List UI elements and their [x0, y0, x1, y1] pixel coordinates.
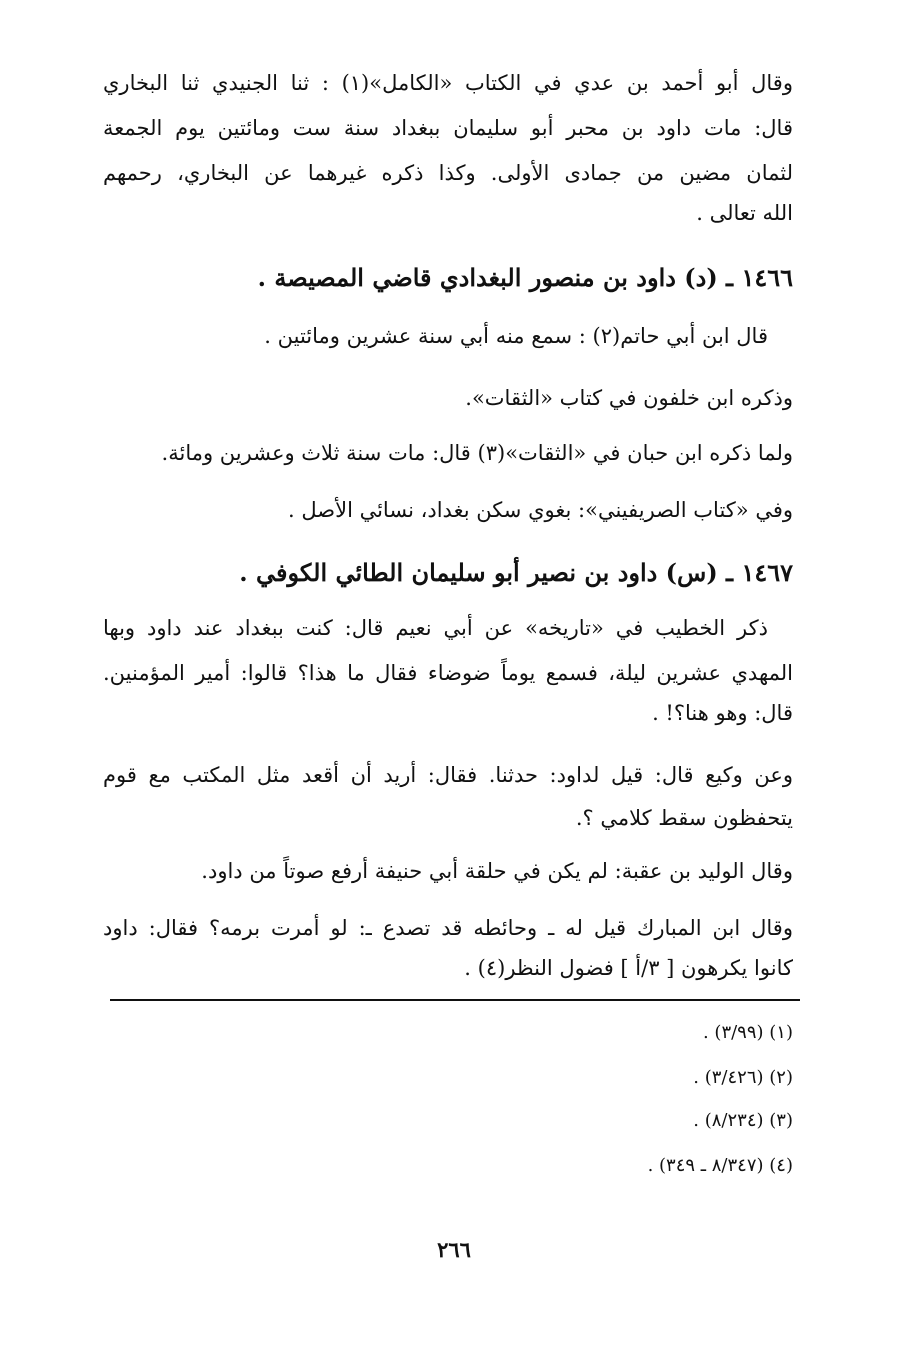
entry-heading-1467: ١٤٦٧ ـ (س) داود بن نصير أبو سليمان الطائي الكوفي . — [239, 558, 793, 587]
text-line: وقال أبو أحمد بن عدي في الكتاب «الكامل»(١) : ثنا الجنيدي ثنا البخاري — [103, 71, 793, 95]
entry-heading-1466: ١٤٦٦ ـ (د) داود بن منصور البغدادي قاضي المصيصة . — [257, 263, 793, 292]
footnote: (٤) (٨/٣٤٧ ـ ٣٤٩) . — [647, 1155, 793, 1176]
footnote: (٢) (٣/٤٢٦) . — [693, 1067, 793, 1088]
page-number: ٢٦٦ — [437, 1237, 471, 1262]
text-line: لثمان مضين من جمادى الأولى. وكذا ذكره غيرهما عن البخاري، رحمهم — [103, 161, 793, 185]
text-line: قال: وهو هنا؟! . — [652, 701, 793, 725]
paragraph: قال ابن أبي حاتم(٢) : سمع منه أبي سنة عشرين ومائتين . — [264, 324, 768, 348]
paragraph: وذكره ابن خلفون في كتاب «الثقات». — [465, 386, 793, 410]
paragraph: وفي «كتاب الصريفيني»: بغوي سكن بغداد، نسائي الأصل . — [288, 498, 793, 522]
text-line: وعن وكيع قال: قيل لداود: حدثنا. فقال: أريد أن أقعد مثل المكتب مع قوم — [103, 763, 793, 787]
text-line: المهدي عشرين ليلة، فسمع يوماً ضوضاء فقال ما هذا؟ قالوا: أمير المؤمنين. — [103, 661, 793, 685]
paragraph: وقال الوليد بن عقبة: لم يكن في حلقة أبي حنيفة أرفع صوتاً من داود. — [201, 859, 793, 883]
text-line: يتحفظون سقط كلامي ؟. — [575, 806, 793, 830]
text-line: ذكر الخطيب في «تاريخه» عن أبي نعيم قال: كنت ببغداد عند داود وبها — [103, 616, 768, 640]
paragraph: ولما ذكره ابن حبان في «الثقات»(٣) قال: مات سنة ثلاث وعشرين ومائة. — [161, 441, 793, 465]
footnote: (٣) (٨/٢٣٤) . — [693, 1110, 793, 1131]
text-line: كانوا يكرهون [ ٣/أ ] فضول النظر(٤) . — [464, 956, 793, 980]
footnote: (١) (٣/٩٩) . — [702, 1022, 793, 1043]
footnote-separator — [110, 999, 800, 1001]
text-line: قال: مات داود بن محبر أبو سليمان ببغداد سنة ست ومائتين يوم الجمعة — [103, 116, 793, 140]
text-line: الله تعالى . — [696, 201, 793, 225]
text-line: وقال ابن المبارك قيل له ـ وحائطه قد تصدع ـ: لو أمرت برمه؟ فقال: داود — [103, 916, 793, 940]
